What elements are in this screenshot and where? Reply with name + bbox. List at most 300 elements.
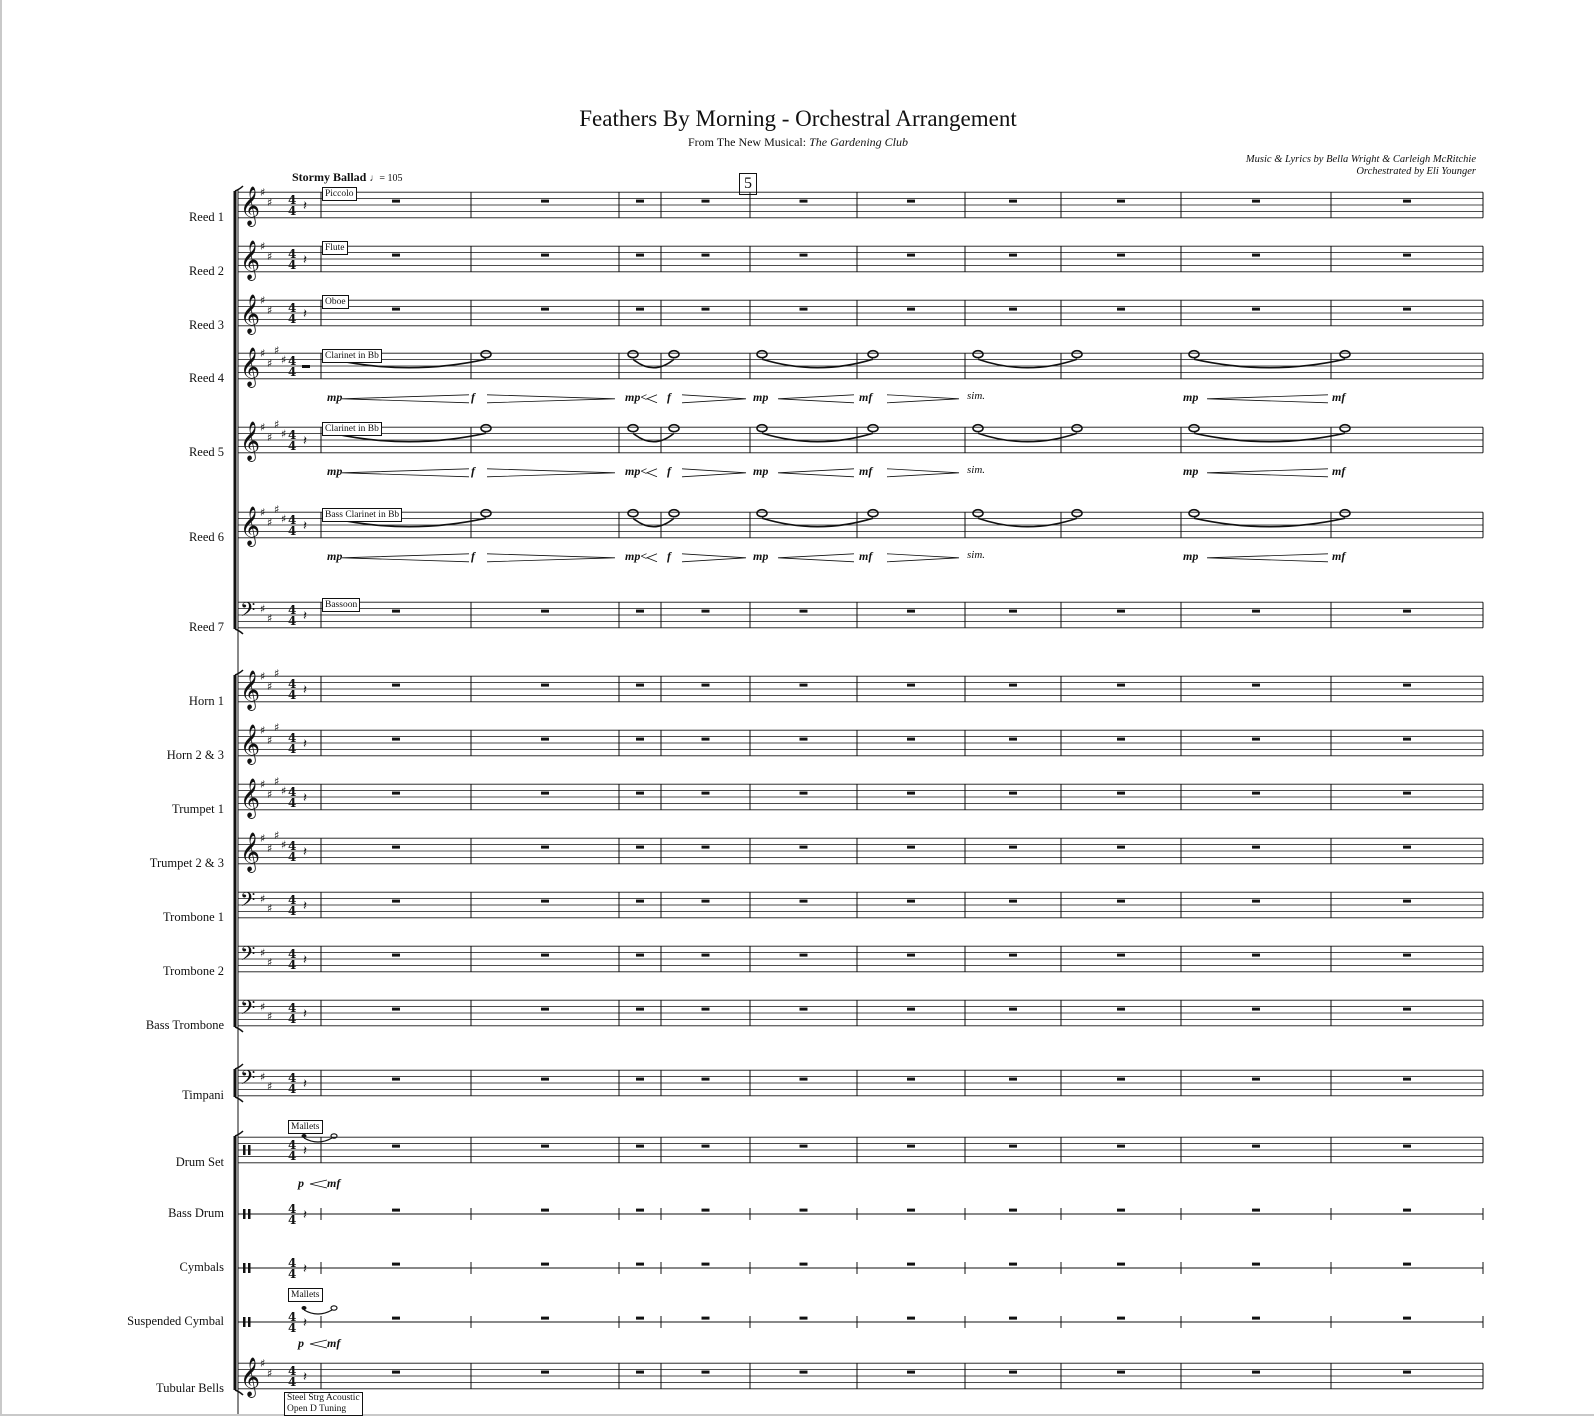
quarter-rest: 𝄽	[303, 899, 307, 914]
sharp-icon: ♯	[267, 841, 273, 855]
sharp-icon: ♯	[260, 832, 266, 846]
time-signature-top: 4	[288, 1310, 297, 1324]
dynamic-mp: mp<	[625, 389, 648, 404]
time-signature-bottom: 4	[288, 524, 297, 538]
sharp-icon: ♯	[267, 249, 273, 263]
crescendo-hairpin	[778, 395, 854, 403]
whole-note	[481, 425, 491, 432]
whole-rest	[392, 308, 400, 311]
whole-rest	[907, 1263, 915, 1266]
whole-note	[1072, 510, 1082, 517]
diminuendo-hairpin	[682, 554, 746, 562]
whole-rest	[1009, 1371, 1017, 1374]
whole-rest	[1009, 1078, 1017, 1081]
time-signature-top: 4	[288, 428, 297, 442]
score-title: Feathers By Morning - Orchestral Arrangement	[579, 106, 1017, 131]
bracket-hook	[235, 1131, 243, 1136]
time-signature-top: 4	[288, 1138, 297, 1152]
whole-rest	[1403, 254, 1411, 257]
percussion-clef-icon	[243, 1145, 246, 1155]
metronome-value: = 105	[379, 173, 403, 184]
whole-rest	[800, 792, 808, 795]
whole-rest	[1403, 954, 1411, 957]
whole-rest	[1252, 1078, 1260, 1081]
patch-label-16: Mallets	[288, 1120, 323, 1134]
whole-rest	[1117, 684, 1125, 687]
time-signature-top: 4	[288, 1071, 297, 1085]
whole-rest	[1117, 1209, 1125, 1212]
sharp-icon: ♯	[260, 892, 266, 906]
whole-rest	[1117, 254, 1125, 257]
dynamic-mp: mp	[327, 548, 343, 563]
whole-rest	[907, 900, 915, 903]
score-notation	[2, 0, 1594, 1414]
dynamic-mp: mp	[327, 463, 343, 478]
whole-rest	[636, 308, 644, 311]
dynamic-mp: mp	[327, 389, 343, 404]
whole-rest	[907, 684, 915, 687]
sharp-icon: ♯	[260, 421, 266, 435]
slur	[978, 433, 1077, 442]
whole-rest	[541, 1371, 549, 1374]
whole-rest	[800, 900, 808, 903]
guitar-patch-label	[284, 1392, 363, 1416]
quarter-rest: 𝄽	[303, 519, 307, 534]
time-signature-top: 4	[288, 1364, 297, 1378]
whole-rest	[1252, 1263, 1260, 1266]
whole-rest	[800, 684, 808, 687]
whole-rest	[1009, 954, 1017, 957]
instrument-label-4: Reed 4	[188, 370, 224, 385]
whole-rest	[636, 200, 644, 203]
whole-rest	[702, 1078, 710, 1081]
whole-note	[669, 351, 679, 358]
sharp-icon: ♯	[267, 612, 273, 626]
whole-rest	[636, 1209, 644, 1212]
whole-rest	[1117, 1263, 1125, 1266]
roll-note	[302, 1134, 307, 1138]
quarter-rest: 𝄽	[303, 1316, 307, 1331]
tie	[304, 1138, 332, 1142]
quarter-rest: 𝄽	[303, 1007, 307, 1022]
time-signature-bottom: 4	[288, 742, 297, 756]
dynamic-p: p	[298, 1176, 304, 1190]
whole-rest	[1009, 308, 1017, 311]
dynamic-sim: sim.	[967, 463, 986, 476]
sharp-icon: ♯	[274, 418, 280, 431]
whole-note	[868, 425, 878, 432]
time-signature-top: 4	[288, 603, 297, 617]
treble-clef-icon: 𝄞	[240, 421, 261, 461]
time-signature-bottom: 4	[288, 614, 297, 628]
slur	[633, 518, 674, 527]
sharp-icon: ♯	[267, 195, 273, 209]
percussion-clef-icon	[243, 1209, 246, 1219]
sharp-icon: ♯	[274, 775, 280, 788]
whole-rest	[1252, 610, 1260, 613]
quarter-rest: 𝄽	[303, 1370, 307, 1385]
sharp-icon: ♯	[267, 956, 273, 970]
crescendo-hairpin	[778, 469, 854, 477]
sharp-icon: ♯	[260, 602, 266, 616]
whole-note	[628, 425, 638, 432]
whole-rest	[1403, 610, 1411, 613]
whole-rest	[800, 610, 808, 613]
instrument-label-16: Drum Set	[175, 1154, 224, 1169]
whole-rest	[541, 900, 549, 903]
whole-rest	[1117, 308, 1125, 311]
whole-note	[669, 425, 679, 432]
treble-clef-icon: 𝄞	[240, 724, 261, 764]
patch-label-7: Bassoon	[322, 598, 360, 612]
dynamic-mf: mf	[859, 463, 873, 478]
patch-label-5: Clarinet in Bb	[322, 422, 382, 436]
patch-label-2: Flute	[322, 241, 348, 255]
time-signature-bottom: 4	[288, 312, 297, 326]
whole-note	[757, 351, 767, 358]
time-signature-top: 4	[288, 301, 297, 315]
whole-note	[481, 351, 491, 358]
bracket-hook	[235, 1027, 243, 1032]
instrument-label-11: Trumpet 2 & 3	[149, 855, 224, 870]
whole-rest	[636, 1078, 644, 1081]
whole-rest	[1009, 792, 1017, 795]
whole-rest	[636, 684, 644, 687]
tie	[304, 1310, 332, 1314]
sharp-icon: ♯	[260, 240, 266, 254]
quarter-rest: 𝄽	[303, 683, 307, 698]
whole-rest	[1117, 846, 1125, 849]
time-signature-top: 4	[288, 513, 297, 527]
time-signature-bottom: 4	[288, 1267, 297, 1281]
time-signature-top: 4	[288, 1202, 297, 1216]
quarter-rest: 𝄽	[303, 199, 307, 214]
whole-rest	[636, 846, 644, 849]
slur	[633, 359, 674, 368]
quarter-rest: 𝄽	[303, 609, 307, 624]
whole-rest	[907, 308, 915, 311]
sharp-icon: ♯	[267, 515, 273, 529]
sharp-icon: ♯	[267, 1366, 273, 1380]
sharp-icon: ♯	[267, 1010, 273, 1024]
whole-rest	[800, 1008, 808, 1011]
sharp-icon: ♯	[274, 667, 280, 680]
whole-note	[1072, 351, 1082, 358]
dynamic-mp: mp<	[625, 548, 648, 563]
time-signature-top: 4	[288, 193, 297, 207]
whole-note	[1189, 510, 1199, 517]
dynamic-sim: sim.	[967, 548, 986, 561]
dynamic-mp: mp	[1183, 548, 1199, 563]
percussion-clef-icon	[248, 1317, 251, 1327]
whole-rest	[1252, 1371, 1260, 1374]
whole-rest	[541, 1209, 549, 1212]
time-signature-bottom: 4	[288, 796, 297, 810]
whole-rest	[800, 1145, 808, 1148]
guitar-patch-line1: Steel Strg Acoustic	[287, 1393, 360, 1403]
dynamic-mp: mp<	[625, 463, 648, 478]
sharp-icon: ♯	[274, 503, 280, 516]
quarter-rest: 𝄽	[303, 1208, 307, 1223]
sharp-icon: ♯	[260, 946, 266, 960]
slur	[1194, 518, 1345, 527]
time-signature-top: 4	[288, 1256, 297, 1270]
diminuendo-hairpin	[887, 469, 959, 477]
sharp-icon: ♯	[281, 512, 287, 526]
whole-rest	[702, 900, 710, 903]
whole-rest	[541, 954, 549, 957]
crescendo-hairpin	[342, 554, 469, 562]
whole-rest	[1009, 1209, 1017, 1212]
whole-rest	[1252, 254, 1260, 257]
whole-rest	[907, 254, 915, 257]
sharp-icon: ♯	[281, 784, 287, 798]
whole-rest	[392, 1263, 400, 1266]
whole-rest	[392, 846, 400, 849]
whole-rest	[800, 200, 808, 203]
whole-rest	[1117, 610, 1125, 613]
quarter-rest: 𝄽	[303, 253, 307, 268]
crescendo-hairpin	[1207, 469, 1328, 477]
whole-rest	[541, 1145, 549, 1148]
whole-rest	[392, 1078, 400, 1081]
sharp-icon: ♯	[274, 721, 280, 734]
crescendo-hairpin	[647, 395, 657, 403]
treble-clef-icon: 𝄞	[240, 1357, 261, 1397]
whole-note	[1340, 351, 1350, 358]
whole-rest	[907, 792, 915, 795]
dynamic-mf: mf	[1332, 463, 1346, 478]
whole-note	[757, 510, 767, 517]
slur	[633, 433, 674, 442]
whole-rest	[800, 846, 808, 849]
whole-rest	[392, 610, 400, 613]
whole-rest	[541, 738, 549, 741]
whole-rest	[907, 1145, 915, 1148]
time-signature-bottom: 4	[288, 1082, 297, 1096]
sharp-icon: ♯	[260, 506, 266, 520]
treble-clef-icon: 𝄞	[240, 240, 261, 280]
whole-rest	[800, 1317, 808, 1320]
whole-rest	[702, 1263, 710, 1266]
patch-label-4: Clarinet in Bb	[322, 349, 382, 363]
whole-rest	[907, 1078, 915, 1081]
score-page	[2, 0, 1594, 1414]
sharp-icon: ♯	[260, 294, 266, 308]
crescendo-hairpin	[1207, 395, 1328, 403]
whole-rest	[800, 1078, 808, 1081]
dynamic-mp: mp	[753, 389, 769, 404]
instrument-label-2: Reed 2	[188, 263, 224, 278]
bass-clef-icon: 𝄢	[240, 888, 256, 916]
whole-rest	[1117, 1145, 1125, 1148]
time-signature-bottom: 4	[288, 958, 297, 972]
time-signature-bottom: 4	[288, 204, 297, 218]
whole-rest	[392, 738, 400, 741]
sharp-icon: ♯	[267, 787, 273, 801]
subtitle-prefix: From The New Musical:	[688, 135, 810, 149]
whole-rest	[702, 1209, 710, 1212]
bass-clef-icon: 𝄢	[240, 942, 256, 970]
whole-rest	[636, 254, 644, 257]
whole-rest	[541, 1078, 549, 1081]
whole-rest	[1009, 900, 1017, 903]
whole-rest	[392, 792, 400, 795]
treble-clef-icon: 𝄞	[240, 294, 261, 334]
whole-rest	[702, 1145, 710, 1148]
whole-rest	[636, 1263, 644, 1266]
quarter-rest: 𝄽	[303, 1262, 307, 1277]
guitar-patch-line2: Open D Tuning	[287, 1404, 347, 1414]
whole-note	[669, 510, 679, 517]
dynamic-p: p	[298, 1336, 304, 1350]
dynamic-mf: mf	[1332, 389, 1346, 404]
time-signature-bottom: 4	[288, 1375, 297, 1389]
score-subtitle	[2, 135, 1594, 150]
whole-rest	[1252, 1317, 1260, 1320]
whole-note	[1072, 425, 1082, 432]
dynamic-mf: mf	[859, 389, 873, 404]
quarter-rest: 𝄽	[303, 791, 307, 806]
sharp-icon: ♯	[260, 347, 266, 361]
sharp-icon: ♯	[260, 1357, 266, 1371]
dynamic-f: f	[667, 548, 671, 563]
whole-rest	[392, 200, 400, 203]
whole-rest	[541, 200, 549, 203]
sharp-icon: ♯	[281, 427, 287, 441]
whole-rest	[1252, 900, 1260, 903]
treble-clef-icon: 𝄞	[240, 778, 261, 818]
whole-rest	[702, 954, 710, 957]
crescendo-hairpin	[647, 554, 657, 562]
whole-rest	[1117, 954, 1125, 957]
quarter-rest: 𝄽	[303, 737, 307, 752]
subtitle-show-name: The Gardening Club	[809, 135, 908, 149]
diminuendo-hairpin	[487, 395, 615, 403]
whole-rest	[1252, 1209, 1260, 1212]
whole-rest	[541, 684, 549, 687]
crescendo-hairpin	[342, 469, 469, 477]
dynamic-mf: mf	[327, 1176, 341, 1190]
whole-rest	[1252, 846, 1260, 849]
whole-rest	[907, 738, 915, 741]
quarter-rest: 𝄽	[303, 434, 307, 449]
dynamic-mp: mp	[1183, 389, 1199, 404]
whole-rest	[907, 846, 915, 849]
whole-rest	[1009, 1008, 1017, 1011]
patch-label-6: Bass Clarinet in Bb	[322, 508, 402, 522]
patch-label-3: Oboe	[322, 295, 349, 309]
diminuendo-hairpin	[887, 554, 959, 562]
time-signature-top: 4	[288, 247, 297, 261]
whole-rest	[1403, 200, 1411, 203]
percussion-clef-icon	[243, 1263, 246, 1273]
diminuendo-hairpin	[682, 469, 746, 477]
slur	[978, 359, 1077, 368]
whole-rest	[1009, 738, 1017, 741]
whole-rest	[1403, 1145, 1411, 1148]
dynamic-f: f	[471, 548, 475, 563]
time-signature-bottom: 4	[288, 365, 297, 379]
slur	[978, 518, 1077, 527]
whole-rest	[541, 846, 549, 849]
dynamic-f: f	[471, 389, 475, 404]
whole-rest	[636, 738, 644, 741]
sharp-icon: ♯	[281, 838, 287, 852]
whole-rest	[1117, 1008, 1125, 1011]
time-signature-top: 4	[288, 677, 297, 691]
whole-rest	[1009, 1263, 1017, 1266]
whole-rest	[1117, 738, 1125, 741]
whole-rest	[541, 792, 549, 795]
crescendo-hairpin	[647, 469, 657, 477]
sharp-icon: ♯	[260, 1070, 266, 1084]
whole-rest	[1403, 1263, 1411, 1266]
slur	[1194, 359, 1345, 368]
whole-note	[868, 351, 878, 358]
instrument-label-13: Trombone 2	[162, 963, 224, 978]
whole-rest	[1403, 684, 1411, 687]
time-signature-bottom: 4	[288, 688, 297, 702]
whole-rest	[702, 254, 710, 257]
credit-orchestration: Orchestrated by Eli Younger	[1356, 166, 1476, 177]
time-signature-bottom: 4	[288, 904, 297, 918]
quarter-rest: 𝄽	[303, 1144, 307, 1159]
whole-rest	[1117, 1078, 1125, 1081]
whole-rest	[1403, 846, 1411, 849]
whole-rest	[1252, 200, 1260, 203]
half-rest	[302, 365, 310, 368]
whole-note	[973, 351, 983, 358]
bracket-hook	[235, 1097, 243, 1102]
whole-rest	[1009, 1317, 1017, 1320]
metronome-note-icon: ♩	[369, 173, 380, 184]
whole-note	[1340, 510, 1350, 517]
time-signature-top: 4	[288, 731, 297, 745]
whole-rest	[1403, 308, 1411, 311]
whole-rest	[1403, 1371, 1411, 1374]
patch-label-19: Mallets	[288, 1288, 323, 1302]
treble-clef-icon: 𝄞	[240, 670, 261, 710]
whole-rest	[1252, 1145, 1260, 1148]
bracket-hook	[235, 629, 243, 634]
bass-clef-icon: 𝄢	[240, 1066, 256, 1094]
tempo-label: Stormy Ballad	[292, 170, 367, 184]
slur	[1194, 433, 1345, 442]
slur	[762, 359, 873, 368]
rehearsal-mark: 5	[739, 173, 757, 195]
percussion-clef-icon	[248, 1145, 251, 1155]
dynamic-mf: mf	[1332, 548, 1346, 563]
roll-note	[302, 1306, 307, 1310]
sharp-icon: ♯	[260, 1000, 266, 1014]
whole-rest	[541, 1263, 549, 1266]
whole-rest	[1117, 200, 1125, 203]
whole-rest	[1009, 846, 1017, 849]
whole-rest	[800, 1209, 808, 1212]
sharp-icon: ♯	[260, 724, 266, 738]
treble-clef-icon: 𝄞	[240, 347, 261, 387]
whole-rest	[1252, 684, 1260, 687]
dynamic-mf: mf	[859, 548, 873, 563]
whole-rest	[1403, 1209, 1411, 1212]
credit-music-lyrics: Music & Lyrics by Bella Wright & Carleigh McRitchie	[1245, 154, 1476, 165]
sharp-icon: ♯	[267, 733, 273, 747]
whole-rest	[1403, 1078, 1411, 1081]
dynamic-mp: mp	[1183, 463, 1199, 478]
whole-rest	[636, 1317, 644, 1320]
whole-rest	[702, 200, 710, 203]
